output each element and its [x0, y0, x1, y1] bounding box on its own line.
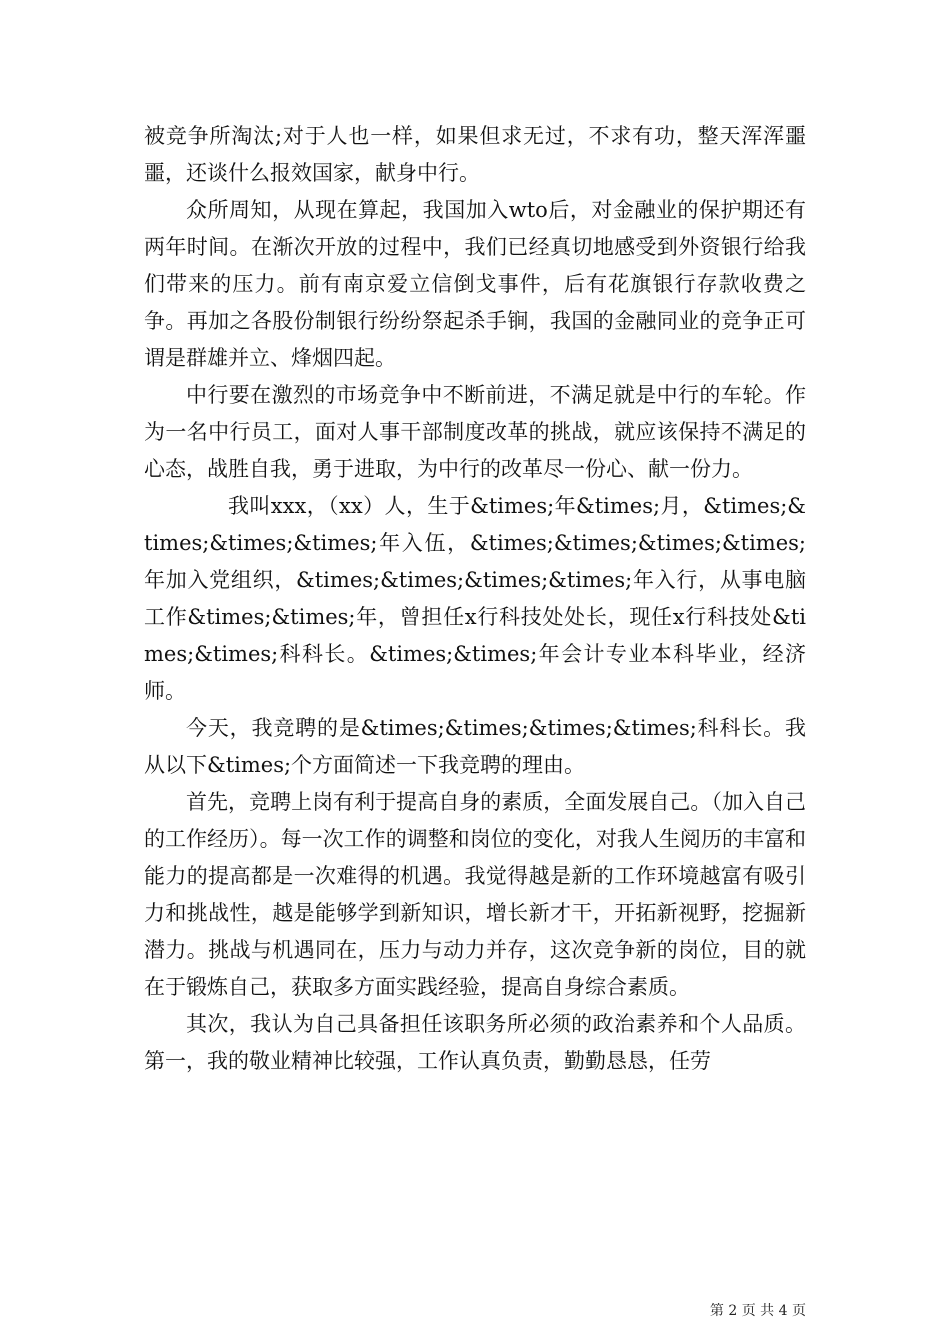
paragraph-6: 首先，竞聘上岗有利于提高自身的素质，全面发展自己。（加入自己的工作经历）。每一次工作的调整和岗位的变化，对我人生阅历的丰富和能力的提高都是一次难得的机遇。我觉得越是新的工作环境越富有吸引力和挑战性，越是能够学到新知识，增长新才干，开拓新视野，挖掘新潜力。挑战与机遇同在，压力与动力并存，这次竞争新的岗位，目的就在于锻炼自己，获取多方面实践经验，提高自身综合素质。 [144, 790, 806, 999]
paragraph-7: 其次，我认为自己具备担任该职务所必须的政治素养和个人品质。第一，我的敬业精神比较强，工作认真负责，勤勤恳恳，任劳 [144, 1012, 806, 1073]
document-body [144, 118, 806, 1080]
paragraph-5: 今天，我竞聘的是&times;&times;&times;&times;科科长。我从以下&times;个方面简述一下我竞聘的理由。 [144, 716, 806, 777]
paragraph-1: 被竞争所淘汰;对于人也一样，如果但求无过，不求有功，整天浑浑噩噩，还谈什么报效国家，献身中行。 [144, 124, 806, 185]
paragraph-3: 中行要在激烈的市场竞争中不断前进，不满足就是中行的车轮。作为一名中行员工，面对人事干部制度改革的挑战，就应该保持不满足的心态，战胜自我，勇于进取，为中行的改革尽一份心、献一份力。 [144, 383, 806, 481]
paragraph-2: 众所周知，从现在算起，我国加入wto后，对金融业的保护期还有两年时间。在渐次开放的过程中，我们已经真切地感受到外资银行给我们带来的压力。前有南京爱立信倒戈事件，后有花旗银行存款收费之争。再加之各股份制银行纷纷祭起杀手锏，我国的金融同业的竞争正可谓是群雄并立、烽烟四起。 [144, 198, 806, 370]
page-number-footer: 第 2 页 共 4 页 [709, 1303, 806, 1319]
paragraph-personal-intro: 我叫xxx，（xx）人，生于&times;年&times;月，&times;&times;&times;&times;年入伍，&times;&times;&times;&times;年加入党组织，&times;&times;&times;&times;年入行，从事电脑工作&times;&times;年，曾担任x行科技处处长，现任x行科技处&times;&times;科科长。&times;&times;年会计专业本科毕业，经济师。 [144, 494, 806, 703]
